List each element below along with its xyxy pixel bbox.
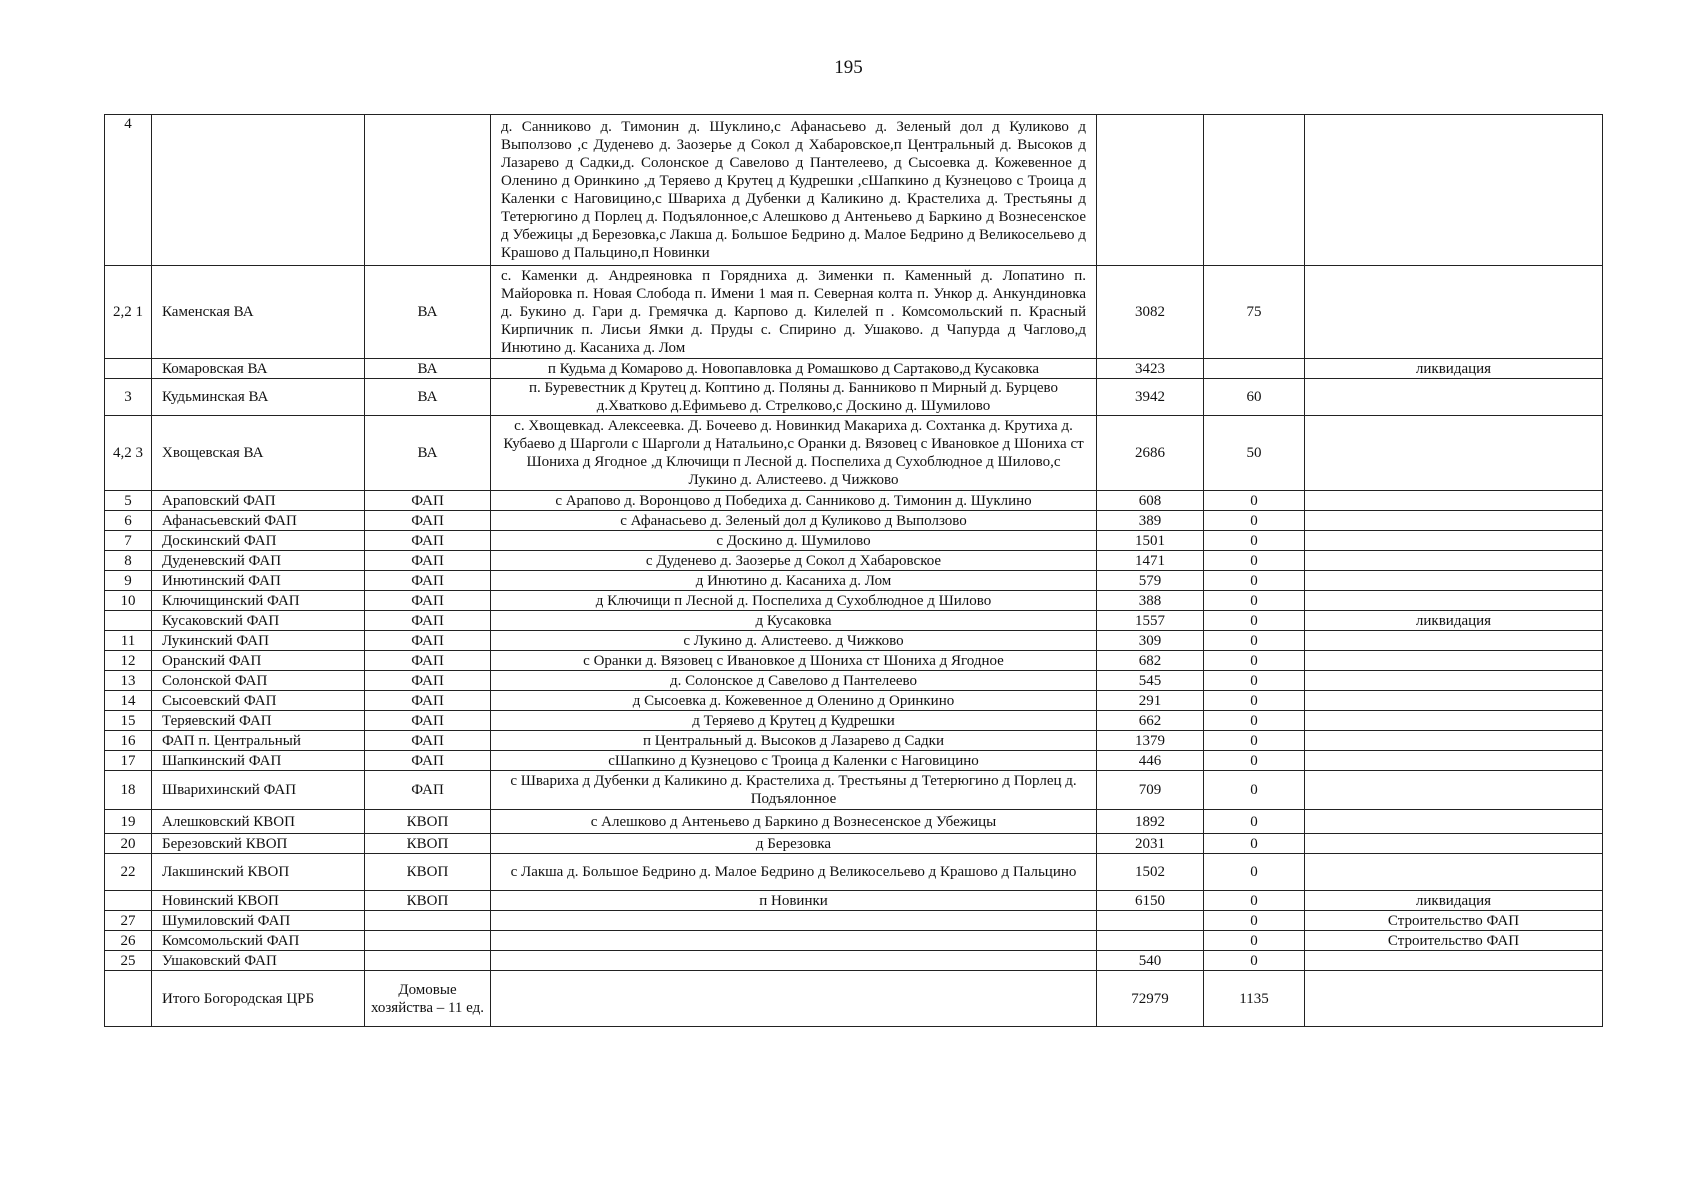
population-cell: 1557 bbox=[1097, 611, 1204, 631]
facility-name-cell: Комсомольский ФАП bbox=[152, 931, 365, 951]
value-cell: 0 bbox=[1204, 571, 1305, 591]
table-row bbox=[105, 731, 1603, 751]
table-row bbox=[105, 511, 1603, 531]
table-row bbox=[105, 611, 1603, 631]
population-cell: 1379 bbox=[1097, 731, 1204, 751]
facility-name-cell: Афанасьевский ФАП bbox=[152, 511, 365, 531]
note-cell: Строительство ФАП bbox=[1305, 931, 1603, 951]
value-cell: 0 bbox=[1204, 671, 1305, 691]
value-cell: 0 bbox=[1204, 911, 1305, 931]
population-cell: 72979 bbox=[1097, 971, 1204, 1027]
population-cell bbox=[1097, 931, 1204, 951]
note-cell bbox=[1305, 651, 1603, 671]
value-cell: 75 bbox=[1204, 266, 1305, 359]
table-row bbox=[105, 491, 1603, 511]
population-cell: 389 bbox=[1097, 511, 1204, 531]
note-cell bbox=[1305, 691, 1603, 711]
note-cell bbox=[1305, 731, 1603, 751]
population-cell: 309 bbox=[1097, 631, 1204, 651]
population-cell: 1892 bbox=[1097, 810, 1204, 834]
row-number-cell: 9 bbox=[105, 571, 152, 591]
note-cell bbox=[1305, 771, 1603, 810]
note-cell bbox=[1305, 951, 1603, 971]
facility-name-cell: Кудьминская ВА bbox=[152, 379, 365, 416]
value-cell: 0 bbox=[1204, 891, 1305, 911]
table-row bbox=[105, 834, 1603, 854]
row-number-cell: 7 bbox=[105, 531, 152, 551]
facility-type-cell: ФАП bbox=[365, 631, 491, 651]
served-settlements-cell: с. Хвощевкад. Алексеевка. Д. Бочеево д. Новинкид Макариха д. Сохтанка д. Крутиха д. Кубаево д Шарголи с Шарголи д Натальино,с Оранки д. Вязовец с Ивановкое д Шониха ст Шониха д Ягодное ,д Ключищи п Лесной д. Поспелиха д Сухоблюдное д Шилово,с Лукино д. Алистеево. д Чижково bbox=[491, 416, 1097, 491]
facility-name-cell: Дуденевский ФАП bbox=[152, 551, 365, 571]
row-number-cell: 14 bbox=[105, 691, 152, 711]
facility-type-cell: ФАП bbox=[365, 531, 491, 551]
facility-type-cell bbox=[365, 115, 491, 266]
row-number-cell: 26 bbox=[105, 931, 152, 951]
facility-name-cell: Комаровская ВА bbox=[152, 359, 365, 379]
served-settlements-cell: п Новинки bbox=[491, 891, 1097, 911]
table-row bbox=[105, 971, 1603, 1027]
population-cell: 2686 bbox=[1097, 416, 1204, 491]
facility-type-cell: ФАП bbox=[365, 751, 491, 771]
table-row bbox=[105, 266, 1603, 359]
row-number-cell: 6 bbox=[105, 511, 152, 531]
table-row bbox=[105, 751, 1603, 771]
facility-name-cell: Сысоевский ФАП bbox=[152, 691, 365, 711]
served-settlements-cell: с Дуденево д. Заозерье д Сокол д Хабаровское bbox=[491, 551, 1097, 571]
table-row bbox=[105, 651, 1603, 671]
note-cell bbox=[1305, 834, 1603, 854]
facility-type-cell: КВОП bbox=[365, 810, 491, 834]
population-cell bbox=[1097, 911, 1204, 931]
facility-name-cell: Инютинский ФАП bbox=[152, 571, 365, 591]
population-cell: 709 bbox=[1097, 771, 1204, 810]
row-number-cell bbox=[105, 971, 152, 1027]
facility-type-cell bbox=[365, 951, 491, 971]
facility-type-cell: Домовые хозяйства – 11 ед. bbox=[365, 971, 491, 1027]
note-cell bbox=[1305, 531, 1603, 551]
served-settlements-cell: д Инютино д. Касаниха д. Лом bbox=[491, 571, 1097, 591]
table-row bbox=[105, 115, 1603, 266]
row-number-cell bbox=[105, 891, 152, 911]
note-cell bbox=[1305, 571, 1603, 591]
row-number-cell: 4,2 3 bbox=[105, 416, 152, 491]
population-cell: 1501 bbox=[1097, 531, 1204, 551]
row-number-cell: 8 bbox=[105, 551, 152, 571]
population-cell: 388 bbox=[1097, 591, 1204, 611]
value-cell: 0 bbox=[1204, 751, 1305, 771]
served-settlements-cell: с Арапово д. Воронцово д Победиха д. Санниково д. Тимонин д. Шуклино bbox=[491, 491, 1097, 511]
served-settlements-cell bbox=[491, 951, 1097, 971]
table-row bbox=[105, 359, 1603, 379]
value-cell: 0 bbox=[1204, 651, 1305, 671]
note-cell bbox=[1305, 751, 1603, 771]
facility-name-cell: Теряевский ФАП bbox=[152, 711, 365, 731]
facility-type-cell: КВОП bbox=[365, 854, 491, 891]
row-number-cell: 19 bbox=[105, 810, 152, 834]
facility-type-cell: ВА bbox=[365, 379, 491, 416]
value-cell: 0 bbox=[1204, 511, 1305, 531]
facility-name-cell: Кусаковский ФАП bbox=[152, 611, 365, 631]
value-cell: 0 bbox=[1204, 551, 1305, 571]
population-cell: 1471 bbox=[1097, 551, 1204, 571]
facility-name-cell: Доскинский ФАП bbox=[152, 531, 365, 551]
table-row bbox=[105, 571, 1603, 591]
facility-name-cell: Березовский КВОП bbox=[152, 834, 365, 854]
value-cell: 0 bbox=[1204, 631, 1305, 651]
population-cell bbox=[1097, 115, 1204, 266]
population-cell: 608 bbox=[1097, 491, 1204, 511]
facility-type-cell: ФАП bbox=[365, 571, 491, 591]
facility-type-cell bbox=[365, 931, 491, 951]
row-number-cell bbox=[105, 611, 152, 631]
served-settlements-cell: с. Каменки д. Андреяновка п Горядниха д. Зименки п. Каменный д. Лопатино п. Майоровка п. Новая Слобода п. Имени 1 мая п. Северная колта п. Ункор д. Анкундиновка д. Букино д. Гари д. Гремячка д. Карпово д. Килелей п . Комсомольский п. Красный Кирпичник п. Лисьи Ямки д. Пруды с. Спирино д. Ушаково. д Чапурда д Чаглово,д Инютино д. Касаниха д. Лом bbox=[491, 266, 1097, 359]
served-settlements-cell: д Ключищи п Лесной д. Поспелиха д Сухоблюдное д Шилово bbox=[491, 591, 1097, 611]
served-settlements-cell: д. Солонское д Савелово д Пантелеево bbox=[491, 671, 1097, 691]
note-cell: ликвидация bbox=[1305, 611, 1603, 631]
row-number-cell: 4 bbox=[105, 115, 152, 266]
facilities-table bbox=[104, 114, 1603, 1027]
note-cell bbox=[1305, 416, 1603, 491]
population-cell: 3942 bbox=[1097, 379, 1204, 416]
value-cell: 0 bbox=[1204, 854, 1305, 891]
facility-type-cell: ФАП bbox=[365, 691, 491, 711]
value-cell bbox=[1204, 359, 1305, 379]
value-cell bbox=[1204, 115, 1305, 266]
population-cell: 3082 bbox=[1097, 266, 1204, 359]
row-number-cell: 15 bbox=[105, 711, 152, 731]
served-settlements-cell: д Сысоевка д. Кожевенное д Оленино д Оринкино bbox=[491, 691, 1097, 711]
facility-type-cell: ФАП bbox=[365, 731, 491, 751]
facility-name-cell: Шварихинский ФАП bbox=[152, 771, 365, 810]
facility-name-cell: Шумиловский ФАП bbox=[152, 911, 365, 931]
facility-type-cell: ФАП bbox=[365, 771, 491, 810]
table-row bbox=[105, 671, 1603, 691]
served-settlements-cell: с Лакша д. Большое Бедрино д. Малое Бедрино д Великосельево д Крашово д Пальцино bbox=[491, 854, 1097, 891]
served-settlements-cell: с Афанасьево д. Зеленый дол д Куликово д Выползово bbox=[491, 511, 1097, 531]
table-row bbox=[105, 551, 1603, 571]
facility-type-cell: ФАП bbox=[365, 671, 491, 691]
row-number-cell: 11 bbox=[105, 631, 152, 651]
facility-type-cell: ВА bbox=[365, 416, 491, 491]
served-settlements-cell: с Оранки д. Вязовец с Ивановкое д Шониха ст Шониха д Ягодное bbox=[491, 651, 1097, 671]
facility-type-cell bbox=[365, 911, 491, 931]
served-settlements-cell: п Центральный д. Высоков д Лазарево д Садки bbox=[491, 731, 1097, 751]
table-row bbox=[105, 931, 1603, 951]
value-cell: 0 bbox=[1204, 810, 1305, 834]
table-row bbox=[105, 631, 1603, 651]
row-number-cell bbox=[105, 359, 152, 379]
note-cell bbox=[1305, 854, 1603, 891]
note-cell: ликвидация bbox=[1305, 891, 1603, 911]
value-cell: 0 bbox=[1204, 771, 1305, 810]
value-cell: 0 bbox=[1204, 711, 1305, 731]
value-cell: 0 bbox=[1204, 531, 1305, 551]
population-cell: 291 bbox=[1097, 691, 1204, 711]
facility-name-cell: Каменская ВА bbox=[152, 266, 365, 359]
row-number-cell: 12 bbox=[105, 651, 152, 671]
facility-name-cell: Лукинский ФАП bbox=[152, 631, 365, 651]
population-cell: 579 bbox=[1097, 571, 1204, 591]
row-number-cell: 13 bbox=[105, 671, 152, 691]
note-cell bbox=[1305, 379, 1603, 416]
note-cell bbox=[1305, 631, 1603, 651]
served-settlements-cell: с Швариха д Дубенки д Каликино д. Крастелиха д. Трестьяны д Тетерюгино д Порлец д. Подъялонное bbox=[491, 771, 1097, 810]
population-cell: 682 bbox=[1097, 651, 1204, 671]
note-cell bbox=[1305, 491, 1603, 511]
value-cell: 0 bbox=[1204, 931, 1305, 951]
note-cell bbox=[1305, 266, 1603, 359]
row-number-cell: 2,2 1 bbox=[105, 266, 152, 359]
row-number-cell: 25 bbox=[105, 951, 152, 971]
row-number-cell: 22 bbox=[105, 854, 152, 891]
facility-name-cell: Лакшинский КВОП bbox=[152, 854, 365, 891]
note-cell: ликвидация bbox=[1305, 359, 1603, 379]
row-number-cell: 18 bbox=[105, 771, 152, 810]
value-cell: 50 bbox=[1204, 416, 1305, 491]
population-cell: 540 bbox=[1097, 951, 1204, 971]
facility-name-cell: Итого Богородская ЦРБ bbox=[152, 971, 365, 1027]
table-row bbox=[105, 771, 1603, 810]
facility-type-cell: ФАП bbox=[365, 551, 491, 571]
table-row bbox=[105, 711, 1603, 731]
facility-type-cell: ФАП bbox=[365, 651, 491, 671]
facility-name-cell: ФАП п. Центральный bbox=[152, 731, 365, 751]
table-row bbox=[105, 810, 1603, 834]
facility-type-cell: ФАП bbox=[365, 591, 491, 611]
facility-name-cell: Алешковский КВОП bbox=[152, 810, 365, 834]
facility-name-cell: Солонской ФАП bbox=[152, 671, 365, 691]
population-cell: 1502 bbox=[1097, 854, 1204, 891]
served-settlements-cell: д Теряево д Крутец д Кудрешки bbox=[491, 711, 1097, 731]
value-cell: 0 bbox=[1204, 951, 1305, 971]
note-cell bbox=[1305, 551, 1603, 571]
facility-type-cell: ФАП bbox=[365, 491, 491, 511]
table-row bbox=[105, 379, 1603, 416]
facility-name-cell: Ушаковский ФАП bbox=[152, 951, 365, 971]
note-cell bbox=[1305, 671, 1603, 691]
facility-name-cell: Шапкинский ФАП bbox=[152, 751, 365, 771]
served-settlements-cell: п. Буревестник д Крутец д. Коптино д. Поляны д. Банниково п Мирный д. Бурцево д.Хватково д.Ефимьево д. Стрелково,с Доскино д. Шумилово bbox=[491, 379, 1097, 416]
page-number: 195 bbox=[834, 57, 863, 78]
note-cell bbox=[1305, 971, 1603, 1027]
served-settlements-cell: д. Санниково д. Тимонин д. Шуклино,с Афанасьево д. Зеленый дол д Куликово д Выползово ,с Дуденево д. Заозерье д Сокол д Хабаровское,п Центральный д. Высоков д Лазарево д Садки,д. Солонское д Савелово д Пантелеево, д Сысоевка д. Кожевенное д Оленино д Оринкино ,д Теряево д Крутец д Кудрешки ,сШапкино д Кузнецово с Троица д Каленки с Наговицино,с Швариха д Дубенки д Каликино д. Крастелиха д. Трестьяны д Тетерюгино д Порлец д. Подъялонное,с Алешково д Антеньево д Баркино д Вознесенское д Убежицы ,д Березовка,с Лакша д. Большое Бедрино д. Малое Бедрино д Великосельево д Крашово д Пальцино,п Новинки bbox=[491, 115, 1097, 266]
served-settlements-cell: д Кусаковка bbox=[491, 611, 1097, 631]
served-settlements-cell: п Кудьма д Комарово д. Новопавловка д Ромашково д Сартаково,д Кусаковка bbox=[491, 359, 1097, 379]
note-cell bbox=[1305, 810, 1603, 834]
facility-name-cell: Новинский КВОП bbox=[152, 891, 365, 911]
row-number-cell: 16 bbox=[105, 731, 152, 751]
served-settlements-cell: д Березовка bbox=[491, 834, 1097, 854]
served-settlements-cell: с Лукино д. Алистеево. д Чижково bbox=[491, 631, 1097, 651]
row-number-cell: 10 bbox=[105, 591, 152, 611]
served-settlements-cell: с Доскино д. Шумилово bbox=[491, 531, 1097, 551]
value-cell: 0 bbox=[1204, 691, 1305, 711]
population-cell: 3423 bbox=[1097, 359, 1204, 379]
table-row bbox=[105, 591, 1603, 611]
row-number-cell: 17 bbox=[105, 751, 152, 771]
table-row bbox=[105, 691, 1603, 711]
value-cell: 0 bbox=[1204, 611, 1305, 631]
facility-name-cell: Ключищинский ФАП bbox=[152, 591, 365, 611]
table-row bbox=[105, 951, 1603, 971]
facility-type-cell: ФАП bbox=[365, 711, 491, 731]
value-cell: 60 bbox=[1204, 379, 1305, 416]
facility-type-cell: ФАП bbox=[365, 611, 491, 631]
table-row bbox=[105, 416, 1603, 491]
row-number-cell: 5 bbox=[105, 491, 152, 511]
table-row bbox=[105, 531, 1603, 551]
value-cell: 0 bbox=[1204, 591, 1305, 611]
note-cell bbox=[1305, 115, 1603, 266]
row-number-cell: 20 bbox=[105, 834, 152, 854]
table-row bbox=[105, 911, 1603, 931]
population-cell: 662 bbox=[1097, 711, 1204, 731]
note-cell bbox=[1305, 591, 1603, 611]
table-row bbox=[105, 854, 1603, 891]
facility-type-cell: ФАП bbox=[365, 511, 491, 531]
served-settlements-cell bbox=[491, 971, 1097, 1027]
value-cell: 0 bbox=[1204, 731, 1305, 751]
facility-type-cell: КВОП bbox=[365, 891, 491, 911]
note-cell bbox=[1305, 711, 1603, 731]
population-cell: 2031 bbox=[1097, 834, 1204, 854]
table-row bbox=[105, 891, 1603, 911]
population-cell: 6150 bbox=[1097, 891, 1204, 911]
facility-name-cell: Оранский ФАП bbox=[152, 651, 365, 671]
note-cell bbox=[1305, 511, 1603, 531]
value-cell: 0 bbox=[1204, 834, 1305, 854]
population-cell: 545 bbox=[1097, 671, 1204, 691]
served-settlements-cell bbox=[491, 931, 1097, 951]
facility-name-cell: Хвощевская ВА bbox=[152, 416, 365, 491]
row-number-cell: 27 bbox=[105, 911, 152, 931]
population-cell: 446 bbox=[1097, 751, 1204, 771]
facility-type-cell: ВА bbox=[365, 359, 491, 379]
facility-type-cell: ВА bbox=[365, 266, 491, 359]
facility-name-cell bbox=[152, 115, 365, 266]
row-number-cell: 3 bbox=[105, 379, 152, 416]
served-settlements-cell: сШапкино д Кузнецово с Троица д Каленки с Наговицино bbox=[491, 751, 1097, 771]
served-settlements-cell: с Алешково д Антеньево д Баркино д Вознесенское д Убежицы bbox=[491, 810, 1097, 834]
facility-name-cell: Араповский ФАП bbox=[152, 491, 365, 511]
value-cell: 0 bbox=[1204, 491, 1305, 511]
facility-type-cell: КВОП bbox=[365, 834, 491, 854]
value-cell: 1135 bbox=[1204, 971, 1305, 1027]
note-cell: Строительство ФАП bbox=[1305, 911, 1603, 931]
served-settlements-cell bbox=[491, 911, 1097, 931]
